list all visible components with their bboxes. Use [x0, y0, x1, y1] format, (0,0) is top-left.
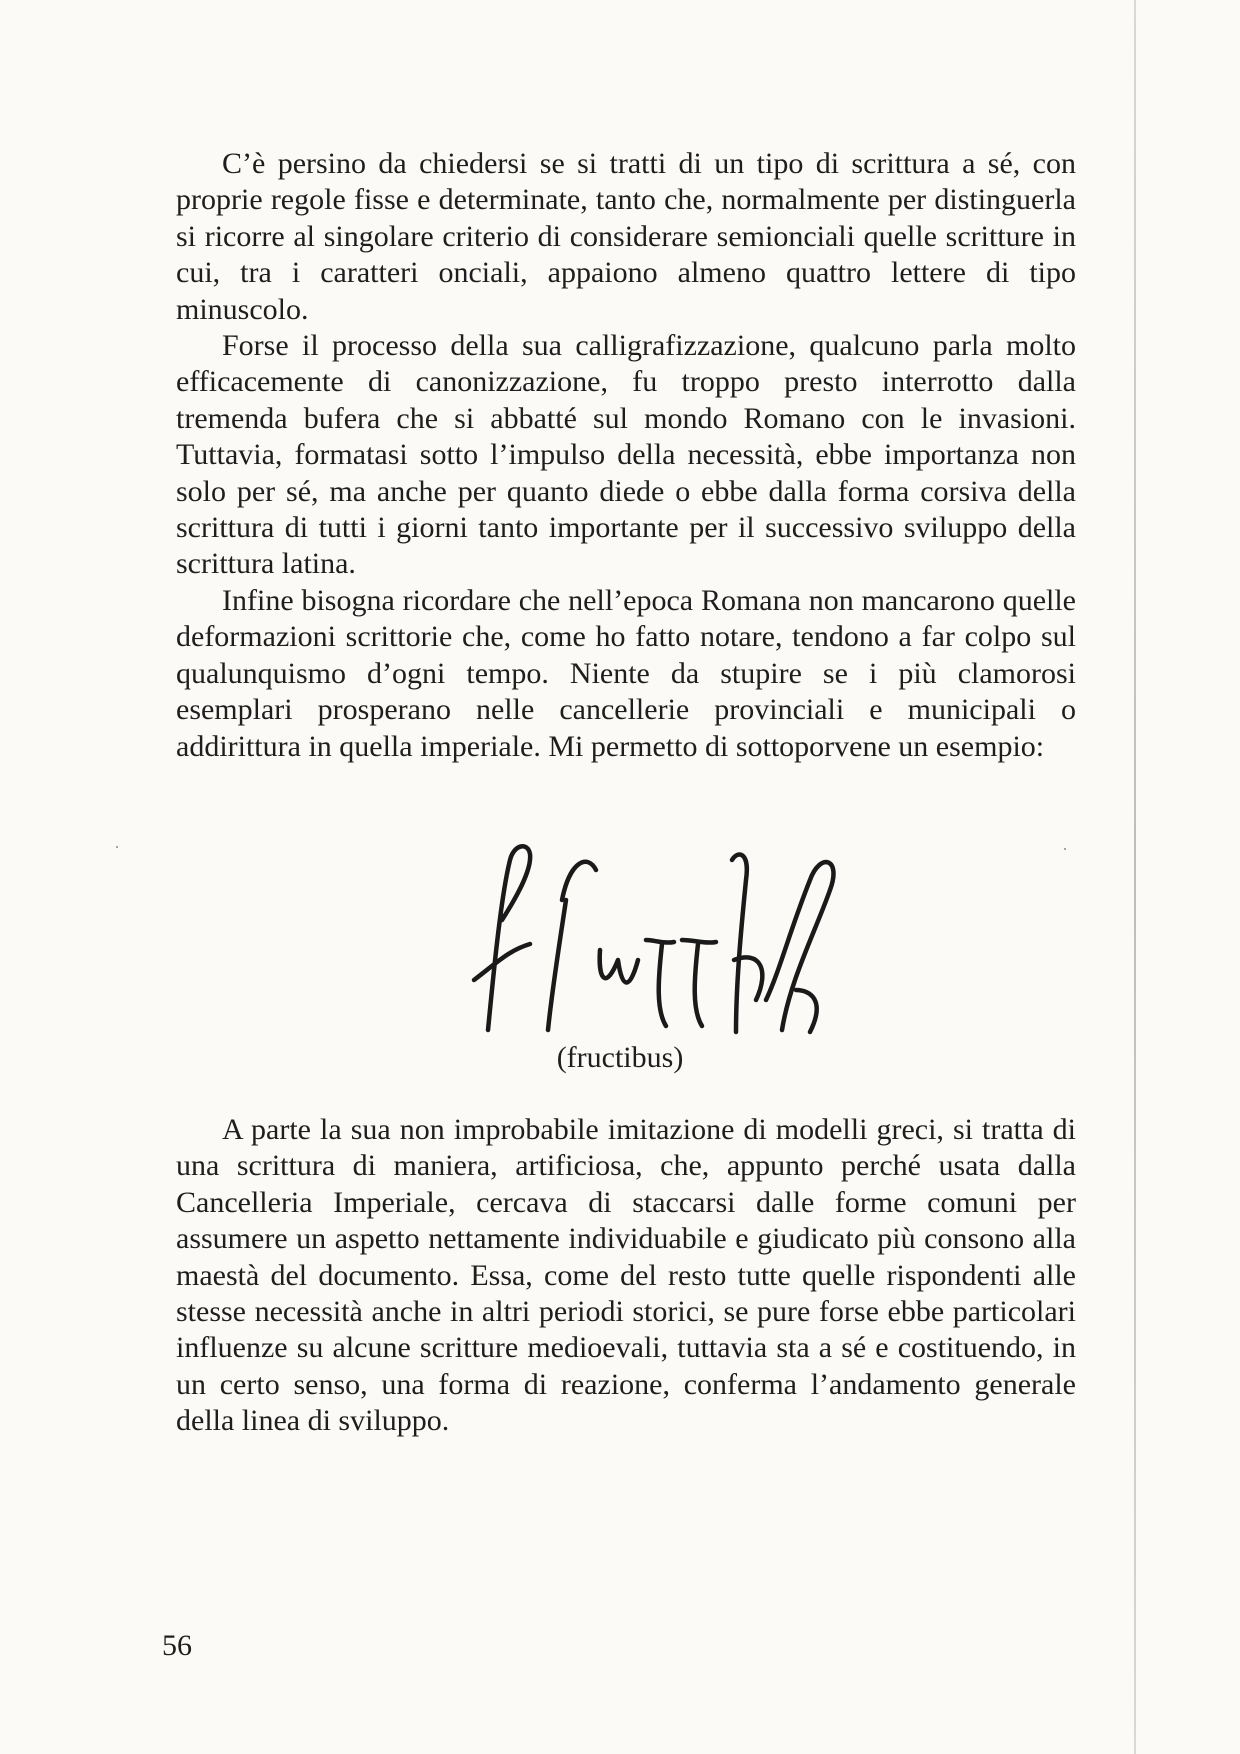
paragraph-2: Forse il processo della sua calligrafizzazione, qualcuno parla molto efficacemente di canonizzazione, fu troppo presto interrotto dalla tremenda bufera che si abbatté sul mondo Romano con le invasioni. Tuttavia, formatasi sotto l’impulso della necessità, ebbe importanza non solo per sé, ma anche per quanto diede o ebbe dalla forma corsiva della scrittura di tutti i giorni tanto importante per il successivo sviluppo della scrittura latina. [176, 329, 1076, 581]
page-number: 56 [162, 1629, 192, 1662]
figure-caption: (fructibus) [556, 1041, 684, 1074]
scan-speck [116, 846, 118, 848]
body-text-top [176, 146, 1076, 765]
paragraph-1: C’è persino da chiedersi se si tratti di un tipo di scrittura a sé, con proprie regole fisse e determinate, tanto che, normalmente per distinguerla si ricorre al singolare criterio di considerare semionciali quelle scritture in cui, tra i caratteri onciali, appaiono almeno quattro lettere di tipo minuscolo. [176, 147, 1076, 326]
paragraph-4: A parte la sua non improbabile imitazione di modelli greci, si tratta di una scrittura di maniera, artificiosa, che, appunto perché usata dalla Cancelleria Imperiale, cercava di staccarsi dalle forme comuni per assumere un aspetto nettamente individuabile e giudicato più consono alla maestà del documento. Essa, come del resto tutte quelle rispondenti alle stesse necessità anche in altri periodi storici, se pure forse ebbe particolari influenze su alcune scritture medioevali, tuttavia sta a sé e costituendo, in un certo senso, una forma di reazione, conferma l’andamento generale della linea di sviluppo. [176, 1113, 1076, 1438]
body-text-bottom [176, 1112, 1076, 1440]
page-edge-shadow [1134, 0, 1136, 1754]
scan-speck [1064, 848, 1066, 850]
handwriting-example [470, 840, 850, 1040]
paragraph-3: Infine bisogna ricordare che nell’epoca Romana non mancarono quelle deformazioni scrittorie che, come ho fatto notare, tendono a far colpo sul qualunquismo d’ogni tempo. Niente da stupire se i più clamorosi esemplari prosperano nelle cancellerie provinciali e municipali o addirittura in quella imperiale. Mi permetto di sottoporvene un esempio: [176, 583, 1076, 763]
